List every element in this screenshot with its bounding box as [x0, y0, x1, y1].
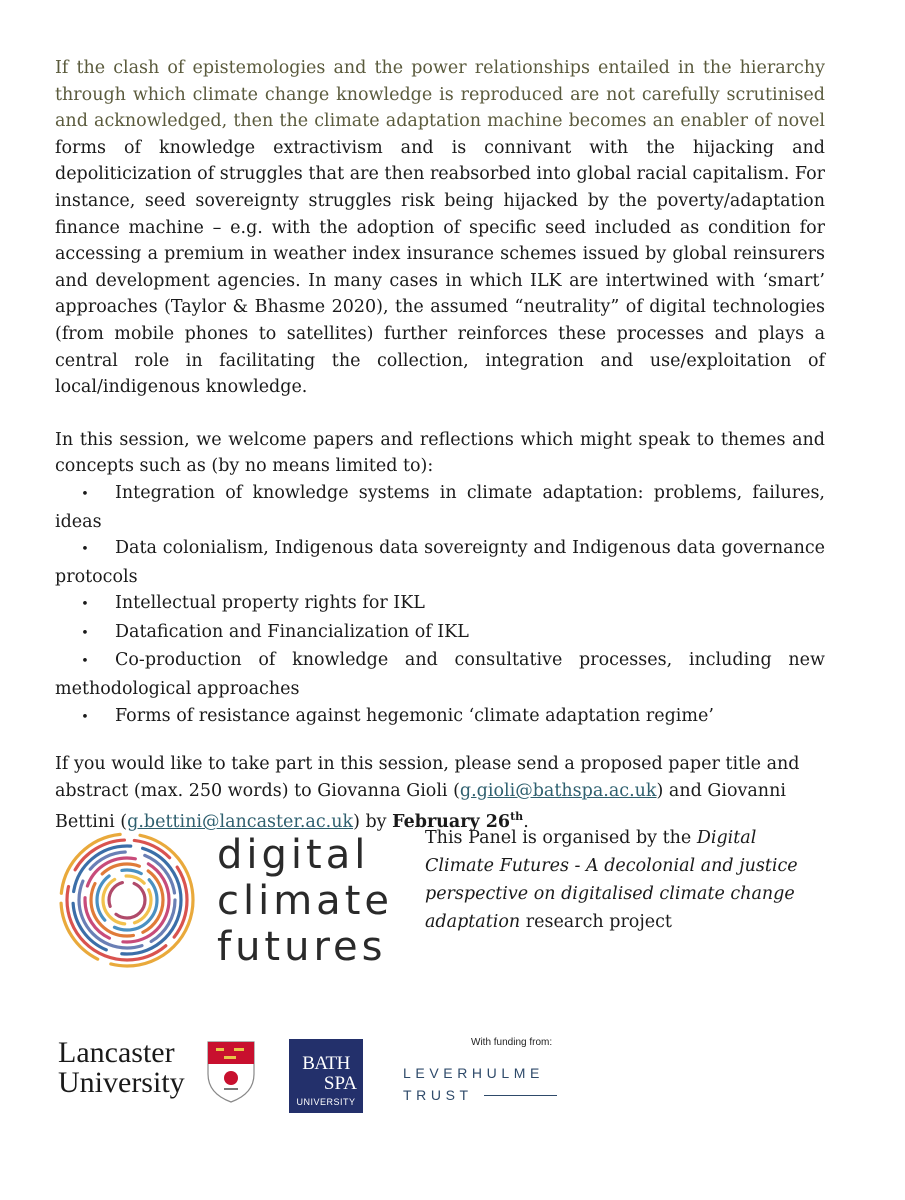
list-item: • Forms of resistance against hegemonic ‘climate adaptation regime’ — [55, 703, 825, 732]
email-link-gioli[interactable]: g.gioli@bathspa.ac.uk — [459, 780, 657, 801]
panel-note: This Panel is organised by the Digital Climate Futures - A decolonial and justice perspective on digitalised climate change adaptation research project — [425, 828, 798, 932]
paragraph-call: If you would like to take part in this session, please send a proposed paper title and abstract (max. 250 words) to Giovanna Gioli (g.gioli@bathspa.ac.uk) and Giovanni Bettini (g.bettini@lancaster.ac.uk) by February 26th. — [55, 754, 800, 833]
digital-climate-futures-logo — [55, 828, 415, 978]
list-item: • Datafication and Financialization of IKL — [55, 619, 825, 648]
bullet-glyph: • — [81, 654, 89, 670]
email-link-bettini[interactable]: g.bettini@lancaster.ac.uk — [127, 812, 354, 833]
list-item: • Data colonialism, Indigenous data sovereignty and Indigenous data governance protocols — [55, 538, 825, 587]
paragraph-intro-grey: If the clash of epistemologies and the power relationships entailed in the hierarchy through which climate change knowledge is reproduced are not carefully scrutinised and acknowledged, then the climate adaptation machine becomes an enabler of novel — [55, 58, 825, 132]
deadline: February 26th — [392, 810, 524, 833]
paragraph-intro — [55, 55, 825, 401]
list-item: • Integration of knowledge systems in climate adaptation: problems, failures, ideas — [55, 482, 825, 532]
leverhulme-rule — [484, 1095, 557, 1096]
list-item: • Co-production of knowledge and consultative processes, including new methodological approaches — [55, 650, 825, 700]
funding-label: With funding from: — [471, 1037, 553, 1048]
paragraph-session: In this session, we welcome papers and reflections which might speak to themes and concepts such as (by no means limited to): — [55, 429, 825, 477]
bath-spa-university-logo: BATH SPA UNIVERSITY — [289, 1039, 363, 1113]
concentric-circles-icon — [55, 828, 205, 978]
document-body — [55, 55, 825, 853]
project-title: Digital Climate Futures - A decolonial and justice perspective on digitalised climate change adaptation — [425, 828, 798, 932]
themes-list — [55, 480, 825, 731]
bullet-glyph: • — [81, 486, 89, 502]
bullet-glyph: • — [81, 542, 89, 558]
list-item: • Intellectual property rights for IKL — [55, 590, 825, 619]
paragraph-intro-dark: forms of knowledge extractivism and is connivant with the hijacking and depoliticization of struggles that are then reabsorbed into global racial capitalism. For instance, seed sovereignty struggles risk being hijacked by the poverty/adaptation finance machine – e.g. with the adoption of specific seed included as condition for accessing a premium in weather index insurance schemes issued by global reinsurers and development agencies. In many cases in which ILK are intertwined with ‘smart’ approaches (Taylor & Bhasme 2020), the assumed “neutrality” of digital technologies (from mobile phones to satellites) further reinforces these processes and plays a central role in facilitating the collection, integration and use/exploitation of local/indigenous knowledge. — [55, 137, 825, 398]
dcf-wordmark: digital climate futures — [217, 832, 393, 970]
leverhulme-trust-logo: LEVERHULME TRUST — [403, 1065, 544, 1103]
bullet-glyph: • — [81, 625, 89, 641]
lancaster-crest-icon — [206, 1040, 256, 1104]
bullet-glyph: • — [81, 709, 89, 725]
lancaster-university-logo — [58, 1038, 258, 1108]
lancaster-wordmark: Lancaster University — [58, 1036, 185, 1099]
bullet-glyph: • — [81, 597, 89, 613]
